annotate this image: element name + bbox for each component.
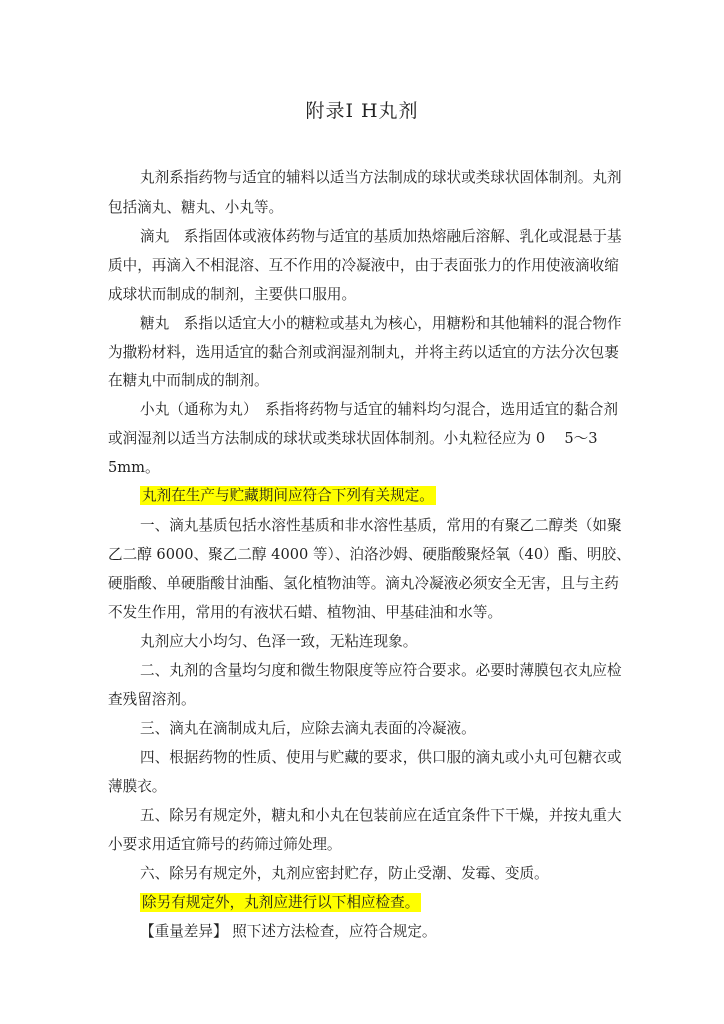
paragraph-line: 六、除另有规定外，丸剂应密封贮存，防止受潮、发霉、变质。 [140, 865, 549, 882]
highlighted-line [108, 486, 618, 506]
paragraph-line: 【重量差异】 照下述方法检查，应符合规定。 [140, 923, 437, 940]
paragraph-line: 5mm。 [108, 459, 160, 476]
paragraph-line: 滴丸 系指固体或液体药物与适宜的基质加热熔融后溶解、乳化或混悬于基 [140, 228, 622, 245]
paragraph-line: 糖丸 系指以适宜大小的糖粒或基丸为核心，用糖粉和其他辅料的混合物作 [140, 315, 622, 332]
paragraph-line: 成球状而制成的制剂，主要供口服用。 [108, 286, 357, 303]
highlighted-line [108, 893, 618, 913]
paragraph-line: 不发生作用，常用的有液状石蜡、植物油、甲基硅油和水等。 [108, 604, 503, 621]
paragraph-line: 硬脂酸、单硬脂酸甘油酯、氢化植物油等。滴丸冷凝液必须安全无害，且与主药 [108, 575, 619, 592]
paragraph-line: 在糖丸中而制成的制剂。 [108, 372, 269, 389]
paragraph-line: 小丸（通称为丸） 系指将药物与适宜的辅料均匀混合，选用适宜的黏合剂 [140, 401, 618, 418]
paragraph-line: 小要求用适宜筛号的药筛过筛处理。 [108, 836, 342, 853]
paragraph-line: 五、除另有规定外，糖丸和小丸在包装前应在适宜条件下干燥，并按丸重大 [140, 807, 622, 824]
paragraph-line: 质中，再滴入不相混溶、互不作用的冷凝液中，由于表面张力的作用使液滴收缩 [108, 257, 619, 274]
highlighted-text: 除另有规定外，丸剂应进行以下相应检查。 [142, 894, 420, 911]
paragraph-line: 包括滴丸、糖丸、小丸等。 [108, 199, 284, 216]
paragraph-line: 为撒粉材料，选用适宜的黏合剂或润湿剂制丸，并将主药以适宜的方法分次包裹 [108, 344, 619, 361]
paragraph-line: 一、滴丸基质包括水溶性基质和非水溶性基质，常用的有聚乙二醇类（如聚 [140, 517, 622, 534]
paragraph-line: 查残留溶剂。 [108, 691, 196, 708]
paragraph-line: 薄膜衣。 [108, 778, 167, 795]
paragraph-line: 三、滴丸在滴制成丸后，应除去滴丸表面的冷凝液。 [140, 720, 476, 737]
paragraph-line: 四、根据药物的性质、使用与贮藏的要求，供口服的滴丸或小丸可包糖衣或 [140, 749, 622, 766]
paragraph-line: 丸剂系指药物与适宜的辅料以适当方法制成的球状或类球状固体制剂。丸剂 [140, 169, 622, 186]
paragraph-line: 或润湿剂以适当方法制成的球状或类球状固体制剂。小丸粒径应为 0 5～3 [108, 430, 598, 447]
highlighted-text: 丸剂在生产与贮藏期间应符合下列有关规定。 [142, 487, 434, 504]
paragraph-line: 二、丸剂的含量均匀度和微生物限度等应符合要求。必要时薄膜包衣丸应检 [140, 662, 622, 679]
paragraph-line: 乙二醇 6000、聚乙二醇 4000 等）、泊洛沙姆、硬脂酸聚烃氧（40）酯、明胶、 [108, 546, 631, 563]
paragraph-line: 丸剂应大小均匀、色泽一致，无粘连现象。 [140, 633, 418, 650]
page-title: 附录Ⅰ H丸剂 [305, 100, 419, 122]
